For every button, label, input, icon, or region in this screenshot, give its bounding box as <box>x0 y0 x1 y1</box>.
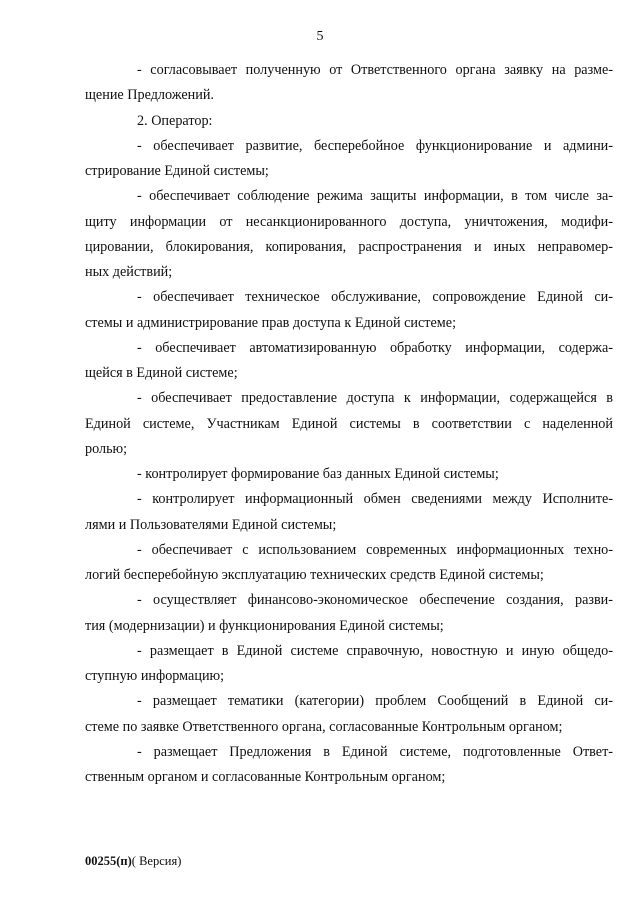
text-line: ролью; <box>85 440 128 457</box>
text-line: щение Предложений. <box>85 87 214 104</box>
text-line: - размещает в Единой системе справочную, новостную и иную общедо- <box>137 642 613 659</box>
text-line: - контролирует информационный обмен сведениями между Исполните- <box>137 491 613 508</box>
text-line: ных действий; <box>85 264 173 280</box>
document-body <box>85 58 613 790</box>
text-line: логий бесперебойную эксплуатацию технических средств Единой системы; <box>85 567 544 583</box>
text-line: щейся в Единой системе; <box>85 365 238 381</box>
text-line: - обеспечивает предоставление доступа к информации, содержащейся в <box>137 390 613 407</box>
text-line: - размещает Предложения в Единой системе, подготовленные Ответ- <box>137 743 613 760</box>
text-line: - контролирует формирование баз данных Единой системы; <box>137 466 499 482</box>
text-line: тия (модернизации) и функционирования Единой системы; <box>85 617 444 634</box>
text-line: стемы и администрирование прав доступа к Единой системе; <box>85 314 457 331</box>
text-line: ступную информацию; <box>85 668 225 684</box>
text-line: стеме по заявке Ответственного органа, согласованные Контрольным органом; <box>85 718 563 735</box>
text-line: - размещает тематики (категории) проблем Сообщений в Единой си- <box>137 693 613 710</box>
text-line: - обеспечивает развитие, бесперебойное функционирование и админи- <box>137 137 613 154</box>
text-line: цировании, блокирования, копирования, распространения и иных неправомер- <box>85 238 613 255</box>
text-line: лями и Пользователями Единой системы; <box>85 516 337 533</box>
text-line: ственным органом и согласованные Контрольным органом; <box>85 769 446 785</box>
page-number: 5 <box>316 29 324 44</box>
text-line: - согласовывает полученную от Ответственного органа заявку на разме- <box>137 62 613 78</box>
text-line: 2. Оператор: <box>137 112 213 129</box>
text-line: - обеспечивает автоматизированную обработку информации, содержа- <box>137 339 613 356</box>
document-footer <box>85 853 181 869</box>
document-version: ( Версия) <box>131 854 182 868</box>
text-line: - осуществляет финансово-экономическое обеспечение создания, разви- <box>137 592 613 609</box>
text-line: стрирование Единой системы; <box>85 163 269 179</box>
text-line: щиту информации от несанкционированного доступа, уничтожения, модифи- <box>85 213 613 230</box>
text-line: - обеспечивает техническое обслуживание, сопровождение Единой си- <box>137 289 613 306</box>
text-line: Единой системе, Участникам Единой системы в соответствии с наделенной <box>85 415 613 432</box>
text-line: - обеспечивает соблюдение режима защиты информации, в том числе за- <box>137 188 613 205</box>
text-line: - обеспечивает с использованием современных информационных техно- <box>137 541 613 558</box>
document-code: 00255(п) <box>85 854 132 868</box>
